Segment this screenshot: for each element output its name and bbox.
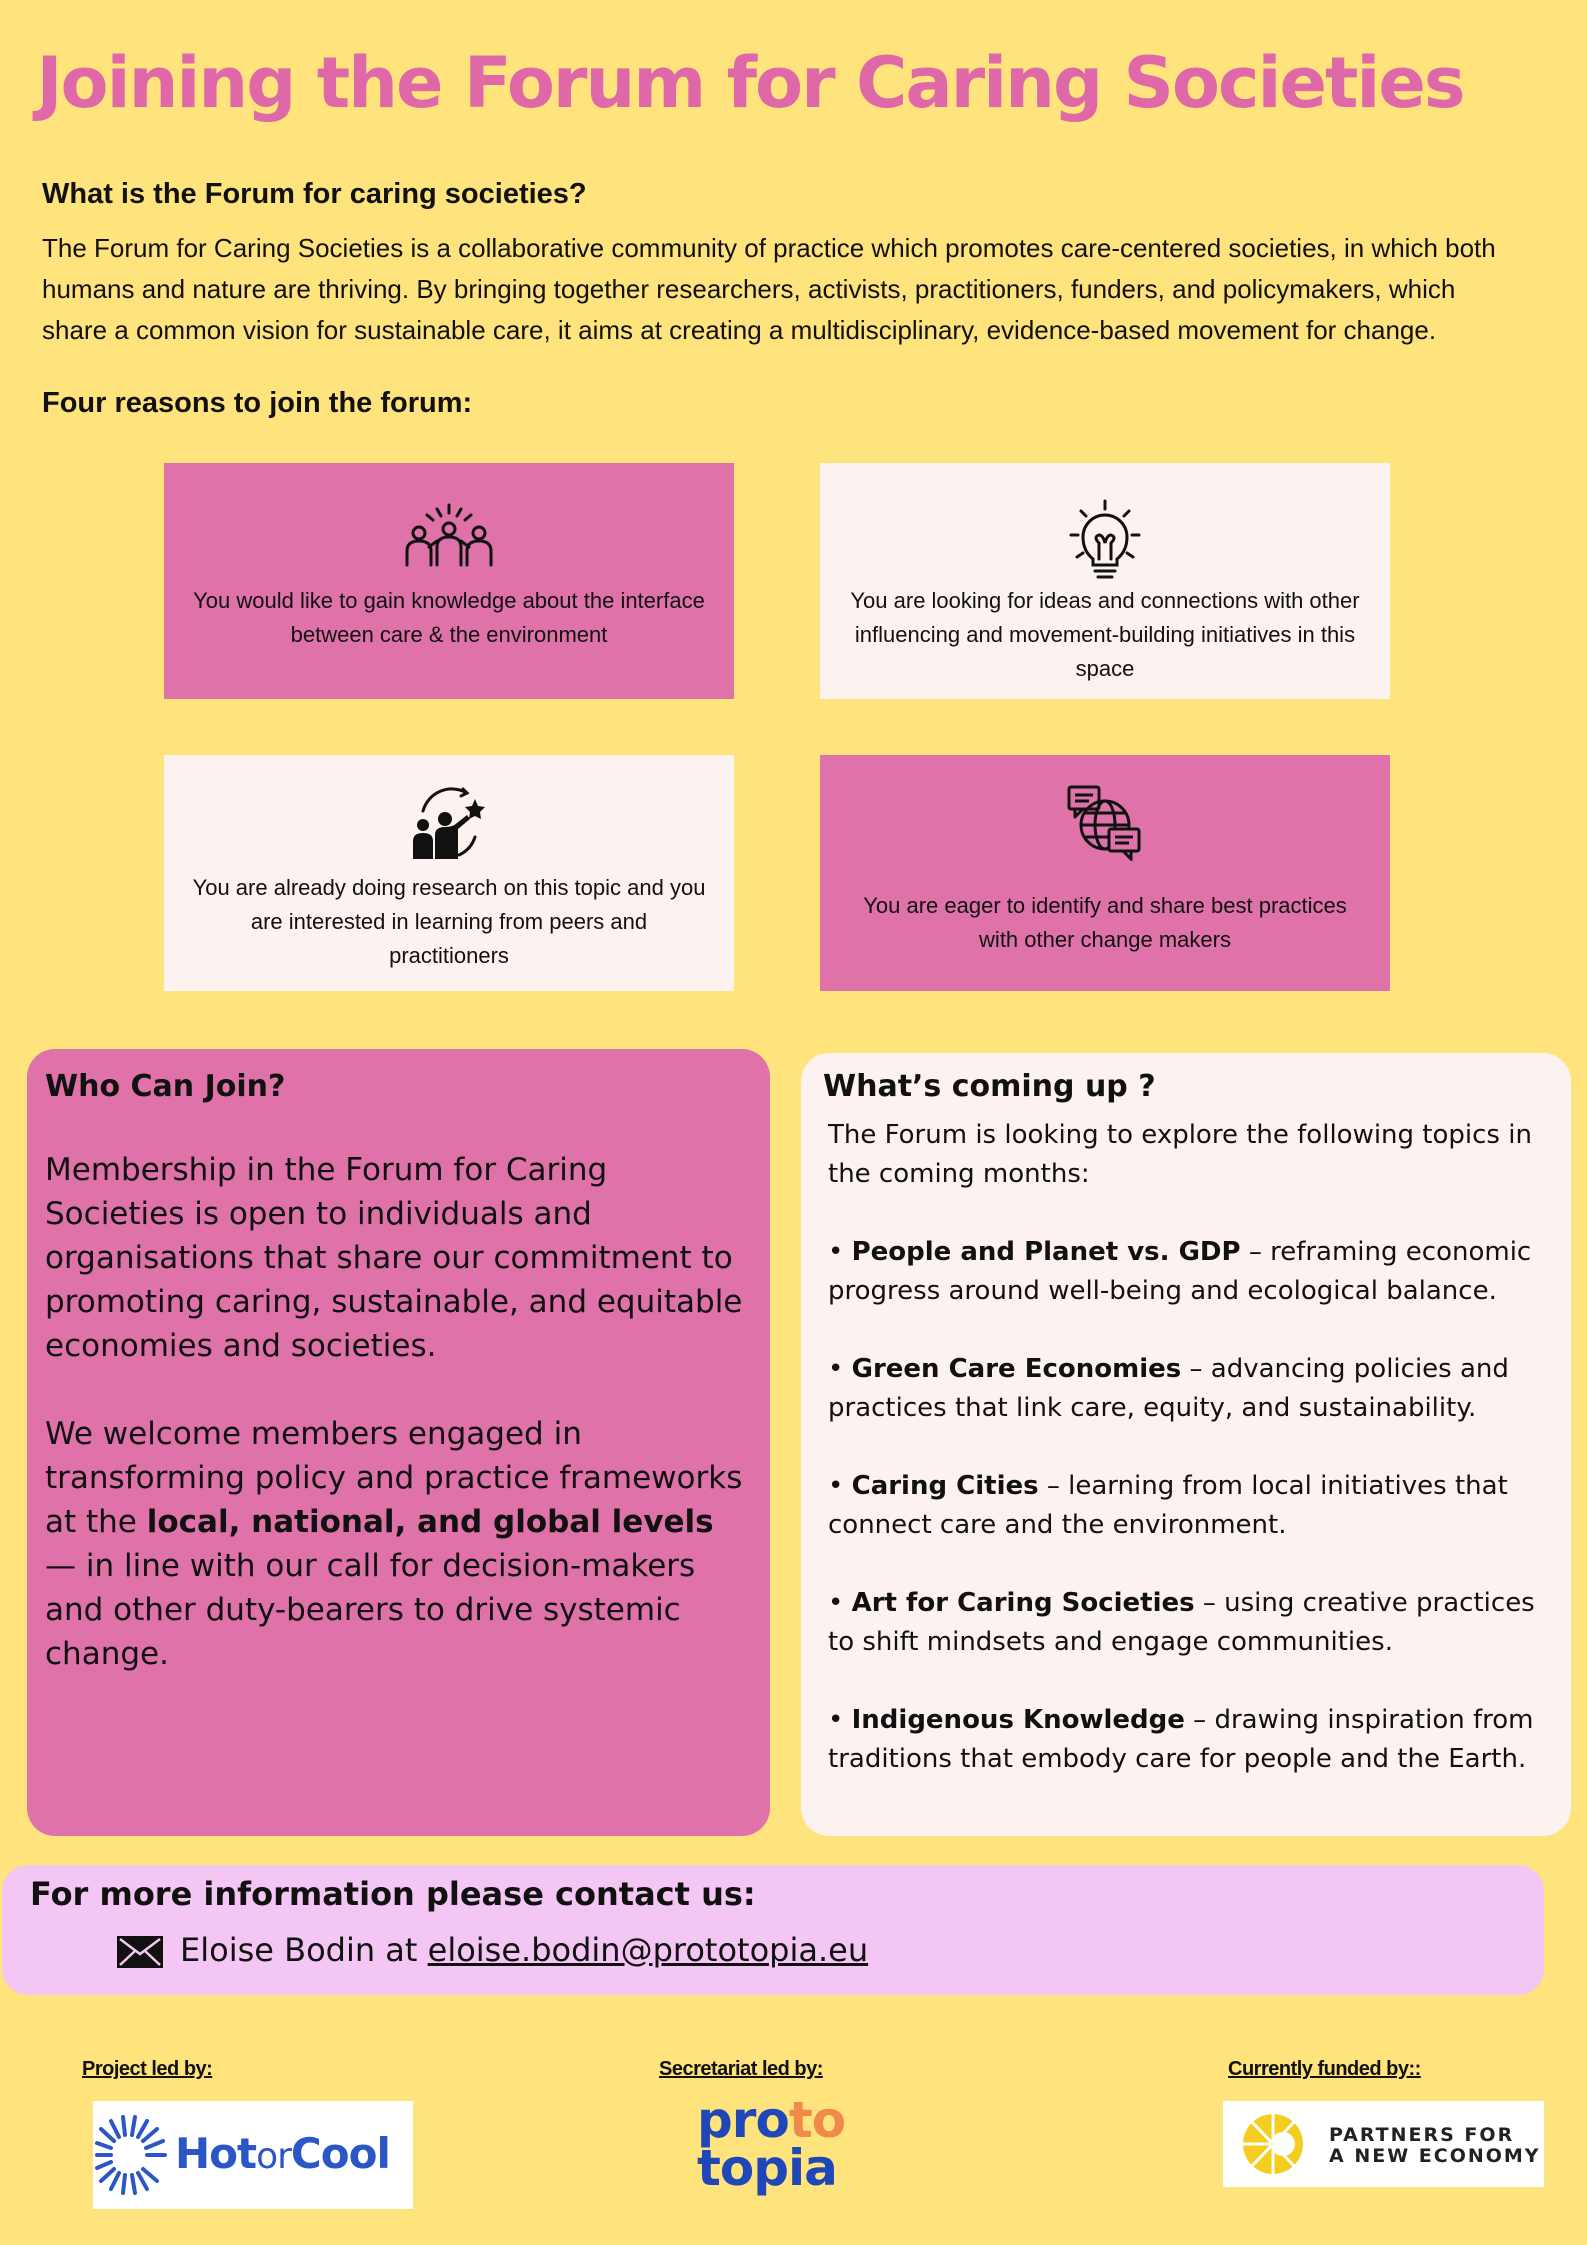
reason-card-knowledge — [164, 463, 734, 699]
page-title: Joining the Forum for Caring Societies — [36, 42, 1464, 124]
topic-item: • People and Planet vs. GDP – reframing economic progress around well-being and ecological balance. — [828, 1237, 1532, 1306]
reason-text: You would like to gain knowledge about the interface between care & the environment — [193, 588, 705, 647]
reason-text: You are looking for ideas and connections with other influencing and movement-building initiatives in this space — [850, 588, 1360, 681]
who-can-join-panel — [27, 1049, 770, 1836]
envelope-icon — [117, 1936, 163, 1968]
group-people-icon — [399, 503, 499, 567]
who-paragraph-2: We welcome members engaged in transforming policy and practice frameworks at the local, national, and global levels — in line with our call for decision-makers and other duty-bearers to drive systemic change. — [45, 1416, 743, 1672]
secretariat-label: Secretariat led by: — [659, 2058, 823, 2080]
reason-card-ideas — [820, 463, 1390, 699]
partners-new-economy-logo — [1223, 2101, 1544, 2187]
reason-text: You are already doing research on this topic and you are interested in learning from peers and practitioners — [192, 875, 706, 968]
reason-card-practices — [820, 755, 1390, 991]
coming-intro: The Forum is looking to explore the following topics in the coming months: — [828, 1120, 1532, 1189]
sun-mark — [1239, 2109, 1311, 2179]
who-levels-emphasis: local, national, and global levels — [146, 1504, 714, 1540]
section-heading-reasons: Four reasons to join the forum: — [42, 387, 473, 419]
who-paragraph-1: Membership in the Forum for Caring Societies is open to individuals and organisations that share our commitment to promoting caring, sustainable, and equitable economies and societies. — [45, 1152, 743, 1364]
who-heading: Who Can Join? — [45, 1069, 286, 1104]
topic-item: • Indigenous Knowledge – drawing inspiration from traditions that embody care for people and the Earth. — [828, 1705, 1534, 1774]
reason-card-research — [164, 755, 734, 991]
coming-heading: What’s coming up ? — [823, 1069, 1156, 1104]
sunburst-mark — [95, 2113, 169, 2197]
globe-chat-icon — [1067, 785, 1143, 861]
contact-email-link[interactable]: eloise.bodin@prototopia.eu — [427, 1931, 869, 1969]
prototopia-logo: proto topia — [697, 2091, 846, 2197]
coming-up-panel — [801, 1053, 1571, 1836]
section-heading-what: What is the Forum for caring societies? — [42, 178, 587, 210]
contact-box — [2, 1865, 1544, 1995]
lightbulb-icon — [1065, 499, 1145, 583]
contact-line — [180, 1931, 868, 1969]
project-led-label: Project led by: — [82, 2058, 213, 2080]
topic-item: • Art for Caring Societies – using creative practices to shift mindsets and engage communities. — [828, 1588, 1535, 1657]
contact-name: Eloise Bodin at — [180, 1931, 428, 1969]
contact-heading: For more information please contact us: — [30, 1875, 756, 1913]
topic-item: • Caring Cities – learning from local initiatives that connect care and the environment. — [828, 1471, 1508, 1540]
reason-text: You are eager to identify and share best practices with other change makers — [863, 893, 1347, 952]
hotorcool-logo — [93, 2101, 413, 2209]
pne-wordmark: PARTNERS FOR A NEW ECONOMY — [1329, 2124, 1541, 2167]
funded-label: Currently funded by:: — [1228, 2058, 1421, 2080]
hotorcool-wordmark: HotorCool — [175, 2129, 390, 2178]
intro-paragraph: The Forum for Caring Societies is a collaborative community of practice which promotes care-centered societies, in which both humans and nature are thriving. By bringing together researchers, activists, practitioners, funders, and policymakers, which share a common vision for sustainable care, it aims at creating a multidisciplinary, evidence-based movement for change. — [42, 233, 1496, 345]
topic-item: • Green Care Economies – advancing policies and practices that link care, equity, and sustainability. — [828, 1354, 1509, 1423]
research-peers-icon — [409, 785, 489, 861]
